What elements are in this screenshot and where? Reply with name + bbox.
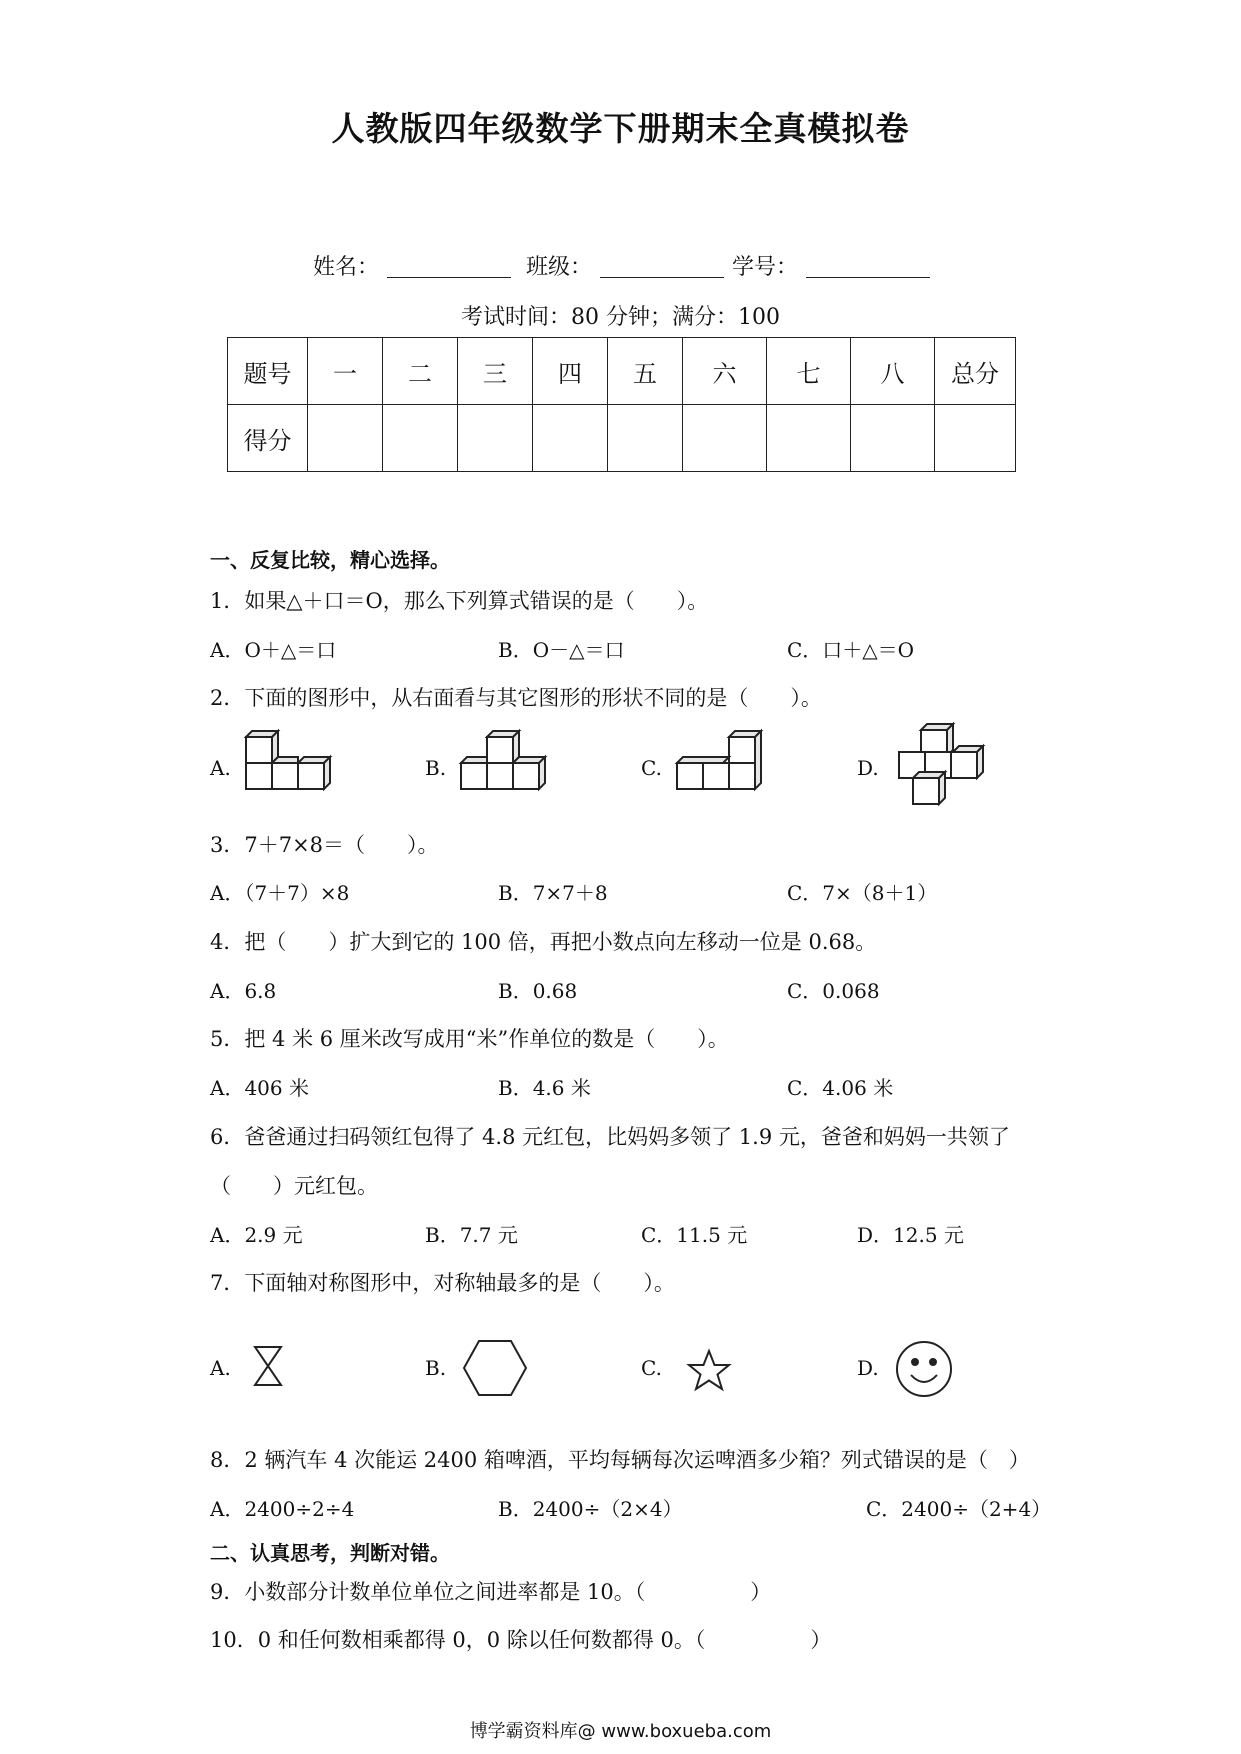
q8-option-c[interactable]: C．2400÷（2+4）: [866, 1497, 1052, 1521]
cube-figure-c: [675, 733, 765, 797]
table-header-cell: 七: [767, 338, 851, 405]
q3-option-a[interactable]: A．（7＋7）×8: [210, 881, 350, 905]
score-cell[interactable]: [458, 405, 533, 472]
score-cell[interactable]: [608, 405, 683, 472]
q2-option-a[interactable]: A.: [210, 756, 231, 780]
q7-option-c[interactable]: C.: [641, 1356, 662, 1380]
score-cell[interactable]: [767, 405, 851, 472]
name-label: 姓名：: [313, 255, 380, 280]
q7-option-d[interactable]: D.: [857, 1356, 879, 1380]
student-info-line: [313, 250, 938, 281]
score-cell[interactable]: [308, 405, 383, 472]
score-table: [227, 337, 1016, 472]
q2-option-b[interactable]: B.: [425, 756, 447, 780]
q4-option-c[interactable]: C．0.068: [787, 979, 880, 1003]
q1-option-a[interactable]: A．O＋△＝口: [210, 638, 337, 662]
q1-option-b[interactable]: B．O－△＝口: [498, 638, 625, 662]
cube-figure-a: [244, 733, 334, 797]
class-blank[interactable]: [600, 257, 724, 278]
q3-option-b[interactable]: B．7×7＋8: [498, 881, 608, 905]
exam-meta: 考试时间：80 分钟；满分：100: [461, 305, 780, 330]
page-title: 人教版四年级数学下册期末全真模拟卷: [331, 109, 910, 148]
score-cell[interactable]: [851, 405, 935, 472]
footer-watermark: 博学霸资料库@ www.boxueba.com: [469, 1721, 772, 1742]
smiley-face-shape: [894, 1339, 954, 1399]
question-7-stem: 7．下面轴对称图形中，对称轴最多的是（ ）。: [210, 1271, 675, 1295]
score-table-score-row: [228, 405, 1016, 472]
q4-option-b[interactable]: B．0.68: [498, 979, 578, 1003]
q8-option-a[interactable]: A．2400÷2÷4: [210, 1497, 355, 1521]
q2-option-c[interactable]: C.: [641, 756, 662, 780]
cube-figure-b: [459, 733, 549, 797]
q2-option-d[interactable]: D.: [857, 756, 879, 780]
q6-option-b[interactable]: B．7.7 元: [425, 1223, 518, 1247]
q5-option-c[interactable]: C．4.06 米: [787, 1076, 894, 1100]
score-row-label: 得分: [228, 405, 308, 472]
q5-option-b[interactable]: B．4.6 米: [498, 1076, 591, 1100]
score-cell[interactable]: [683, 405, 767, 472]
q1-option-c[interactable]: C．口＋△＝O: [787, 638, 915, 662]
name-blank[interactable]: [387, 257, 511, 278]
table-header-cell: 三: [458, 338, 533, 405]
q7-option-a[interactable]: A.: [210, 1356, 231, 1380]
star-shape: [684, 1349, 734, 1393]
judgment-9: 9．小数部分计数单位单位之间进率都是 10。（ ）: [210, 1580, 772, 1604]
student-id-blank[interactable]: [806, 257, 930, 278]
section-2-heading: 二、认真思考，判断对错。: [210, 1541, 450, 1565]
table-header-cell: 五: [608, 338, 683, 405]
question-3-stem: 3．7＋7×8＝（ ）。: [210, 833, 439, 857]
q5-option-a[interactable]: A．406 米: [210, 1076, 309, 1100]
table-header-cell: 二: [383, 338, 458, 405]
score-cell[interactable]: [383, 405, 458, 472]
table-header-cell: 一: [308, 338, 383, 405]
table-header-cell: 八: [851, 338, 935, 405]
q7-option-b[interactable]: B.: [425, 1356, 447, 1380]
q6-option-c[interactable]: C．11.5 元: [641, 1223, 748, 1247]
question-2-stem: 2．下面的图形中，从右面看与其它图形的形状不同的是（ ）。: [210, 686, 822, 710]
q8-option-b[interactable]: B．2400÷（2×4）: [498, 1497, 683, 1521]
table-header-cell: 六: [683, 338, 767, 405]
question-6-stem-continued: （ ）元红包。: [210, 1174, 378, 1198]
score-cell[interactable]: [533, 405, 608, 472]
question-6-stem: 6．爸爸通过扫码领红包得了 4.8 元红包，比妈妈多领了 1.9 元，爸爸和妈妈一共领了: [210, 1125, 1010, 1149]
q6-option-a[interactable]: A．2.9 元: [210, 1223, 303, 1247]
section-1-heading: 一、反复比较，精心选择。: [210, 548, 450, 572]
table-header-cell: 题号: [228, 338, 308, 405]
q6-option-d[interactable]: D．12.5 元: [857, 1223, 964, 1247]
question-4-stem: 4．把（ ）扩大到它的 100 倍，再把小数点向左移动一位是 0.68。: [210, 930, 877, 954]
table-header-cell: 总分: [935, 338, 1016, 405]
question-1-stem: 1．如果△＋口＝O，那么下列算式错误的是（ ）。: [210, 589, 709, 613]
cube-figure-d: [893, 726, 993, 804]
judgment-10: 10．0 和任何数相乘都得 0，0 除以任何数都得 0。（ ）: [210, 1628, 832, 1652]
student-id-label: 学号：: [732, 255, 799, 280]
q4-option-a[interactable]: A．6.8: [210, 979, 277, 1003]
question-5-stem: 5．把 4 米 6 厘米改写成用“米”作单位的数是（ ）。: [210, 1027, 729, 1051]
question-8-stem: 8．2 辆汽车 4 次能运 2400 箱啤酒，平均每辆每次运啤酒多少箱？列式错误的是（ ）: [210, 1448, 1030, 1472]
class-label: 班级：: [526, 255, 593, 280]
hourglass-shape: [252, 1344, 284, 1388]
score-table-header-row: [228, 338, 1016, 405]
table-header-cell: 四: [533, 338, 608, 405]
hexagon-shape: [462, 1338, 528, 1398]
q3-option-c[interactable]: C．7×（8＋1）: [787, 881, 938, 905]
score-cell[interactable]: [935, 405, 1016, 472]
